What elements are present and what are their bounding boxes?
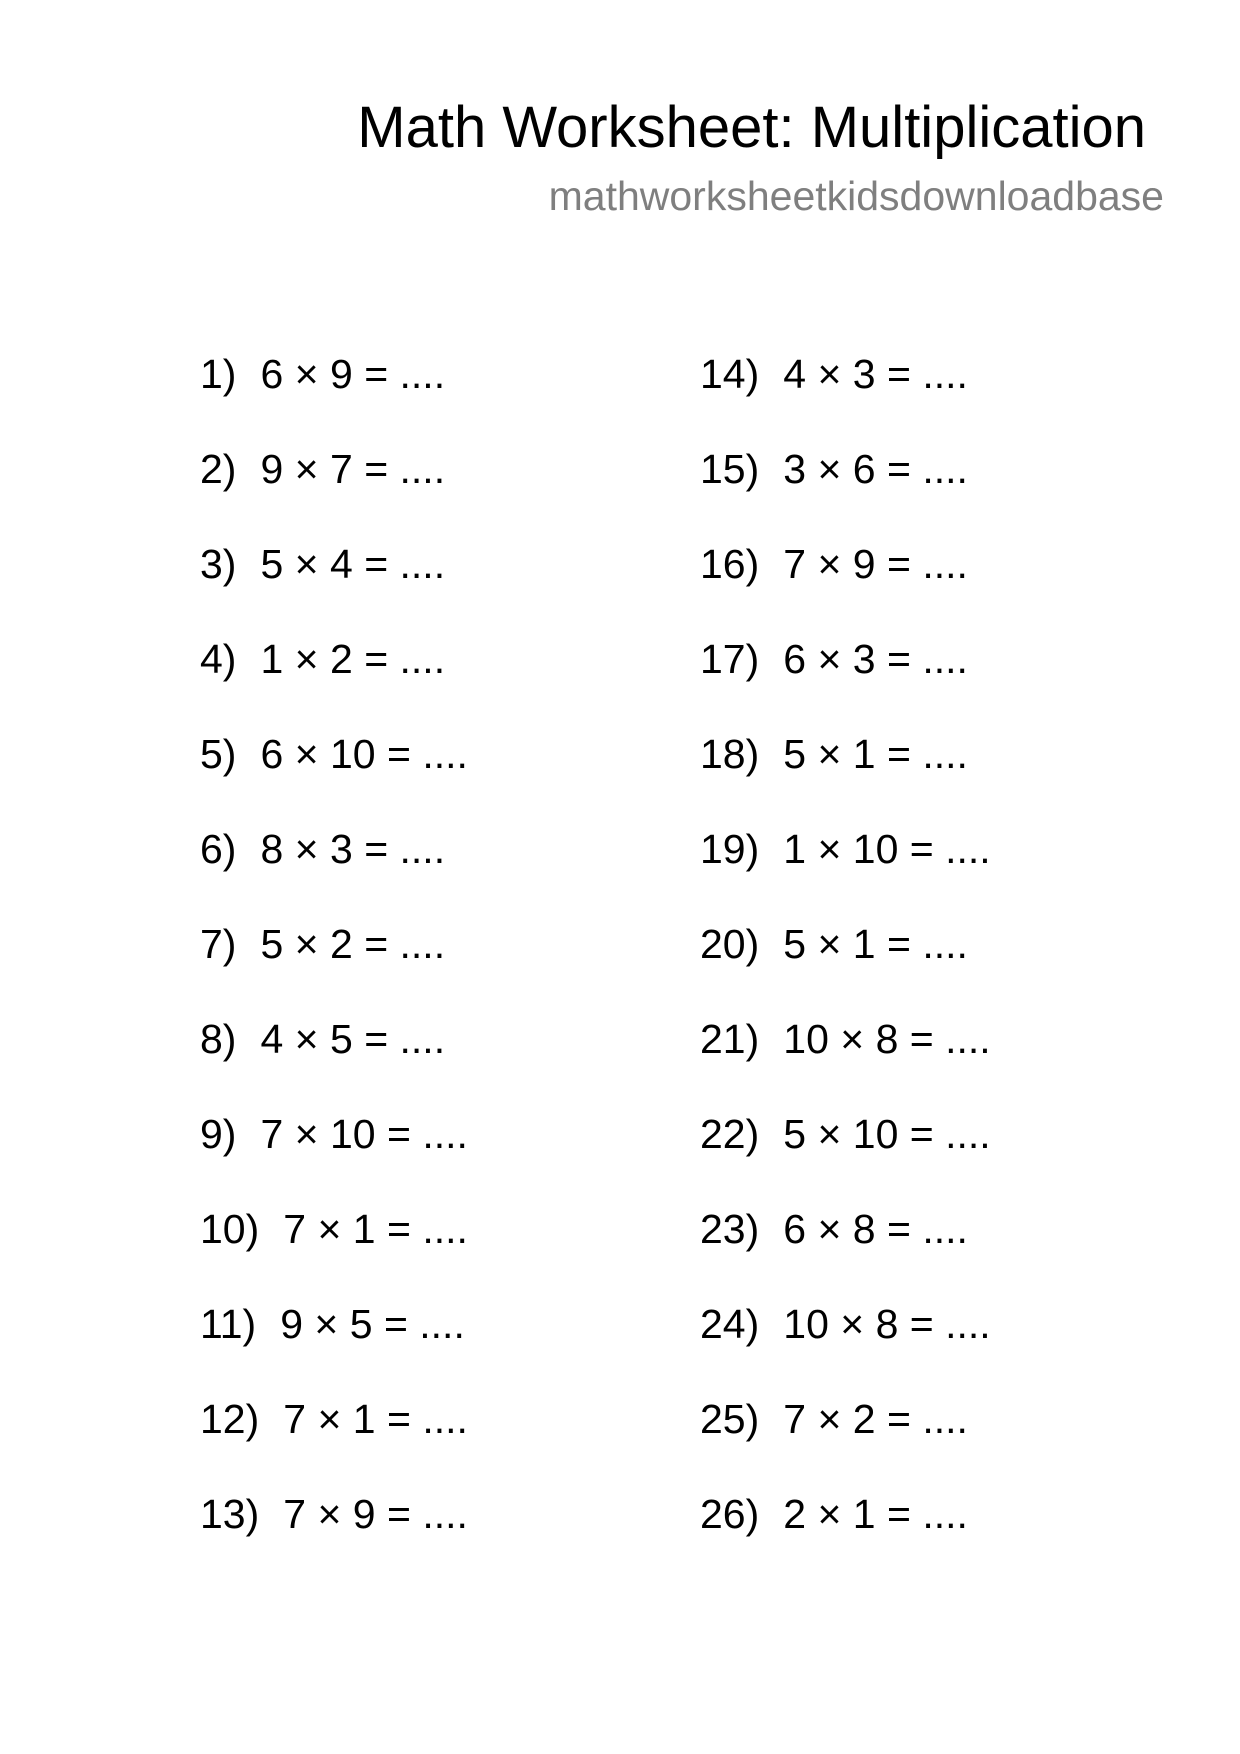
problem-number: 16) [700, 541, 760, 587]
page-subtitle: mathworksheetkidsdownloadbase [548, 172, 1164, 219]
problem-item [700, 541, 968, 587]
problem-item [200, 1301, 465, 1347]
problem-expression: 6 × 3 = .... [783, 636, 968, 682]
problem-item [700, 1016, 991, 1062]
problem-expression: 6 × 9 = .... [260, 351, 446, 397]
problem-item [700, 351, 968, 397]
problem-expression: 7 × 1 = .... [283, 1396, 468, 1442]
problem-expression: 3 × 6 = .... [783, 446, 968, 492]
problem-expression: 5 × 1 = .... [783, 731, 968, 777]
problem-expression: 1 × 2 = .... [260, 636, 446, 682]
problem-number: 18) [700, 731, 760, 777]
problem-number: 19) [700, 826, 760, 872]
problem-number: 17) [700, 636, 760, 682]
problem-item [700, 1301, 991, 1347]
problem-expression: 1 × 10 = .... [783, 826, 991, 872]
problem-item [700, 1206, 968, 1252]
problem-number: 3) [200, 541, 237, 587]
problem-item [200, 1491, 468, 1537]
problem-number: 5) [200, 731, 237, 777]
problem-item [700, 1491, 968, 1537]
problem-expression: 10 × 8 = .... [783, 1301, 991, 1347]
problem-expression: 5 × 10 = .... [783, 1111, 991, 1157]
problem-expression: 9 × 7 = .... [260, 446, 446, 492]
problem-expression: 5 × 2 = .... [260, 921, 446, 967]
problem-item [200, 1111, 468, 1157]
problem-expression: 10 × 8 = .... [783, 1016, 991, 1062]
problem-item [200, 351, 446, 397]
problem-number: 23) [700, 1206, 760, 1252]
problem-expression: 8 × 3 = .... [260, 826, 446, 872]
problem-expression: 5 × 1 = .... [783, 921, 968, 967]
problem-number: 24) [700, 1301, 760, 1347]
problem-item [700, 1111, 991, 1157]
problem-item [200, 1206, 468, 1252]
problem-number: 22) [700, 1111, 760, 1157]
problem-item [200, 826, 446, 872]
problem-expression: 4 × 3 = .... [783, 351, 968, 397]
problem-expression: 9 × 5 = .... [280, 1301, 465, 1347]
problem-number: 9) [200, 1111, 237, 1157]
problem-item [200, 921, 446, 967]
problem-item [200, 1016, 446, 1062]
problem-expression: 5 × 4 = .... [260, 541, 446, 587]
problem-number: 20) [700, 921, 760, 967]
problem-number: 10) [200, 1206, 260, 1252]
problem-number: 4) [200, 636, 237, 682]
problem-item [700, 636, 968, 682]
problem-expression: 7 × 9 = .... [283, 1491, 468, 1537]
problem-expression: 7 × 9 = .... [783, 541, 968, 587]
problem-expression: 4 × 5 = .... [260, 1016, 446, 1062]
problem-number: 11) [200, 1301, 257, 1347]
problem-number: 6) [200, 826, 237, 872]
problem-number: 12) [200, 1396, 260, 1442]
problem-expression: 7 × 1 = .... [283, 1206, 468, 1252]
problem-number: 26) [700, 1491, 760, 1537]
problem-item [200, 541, 446, 587]
problem-expression: 7 × 2 = .... [783, 1396, 968, 1442]
problem-item [200, 636, 446, 682]
problem-item [700, 1396, 968, 1442]
problem-item [700, 921, 968, 967]
problem-item [200, 446, 446, 492]
problem-number: 21) [700, 1016, 760, 1062]
problem-number: 13) [200, 1491, 260, 1537]
problem-expression: 7 × 10 = .... [260, 1111, 468, 1157]
problem-item [200, 1396, 468, 1442]
problem-item [700, 826, 991, 872]
problem-item [700, 446, 968, 492]
problem-number: 2) [200, 446, 237, 492]
problem-number: 1) [200, 351, 237, 397]
problem-number: 14) [700, 351, 760, 397]
page-title: Math Worksheet: Multiplication [357, 95, 1146, 160]
problem-item [200, 731, 468, 777]
worksheet-header [357, 95, 1164, 219]
problem-expression: 2 × 1 = .... [783, 1491, 968, 1537]
problem-expression: 6 × 8 = .... [783, 1206, 968, 1252]
problem-number: 7) [200, 921, 237, 967]
problem-item [700, 731, 968, 777]
problem-number: 15) [700, 446, 760, 492]
problem-number: 8) [200, 1016, 237, 1062]
problem-number: 25) [700, 1396, 760, 1442]
problem-expression: 6 × 10 = .... [260, 731, 468, 777]
